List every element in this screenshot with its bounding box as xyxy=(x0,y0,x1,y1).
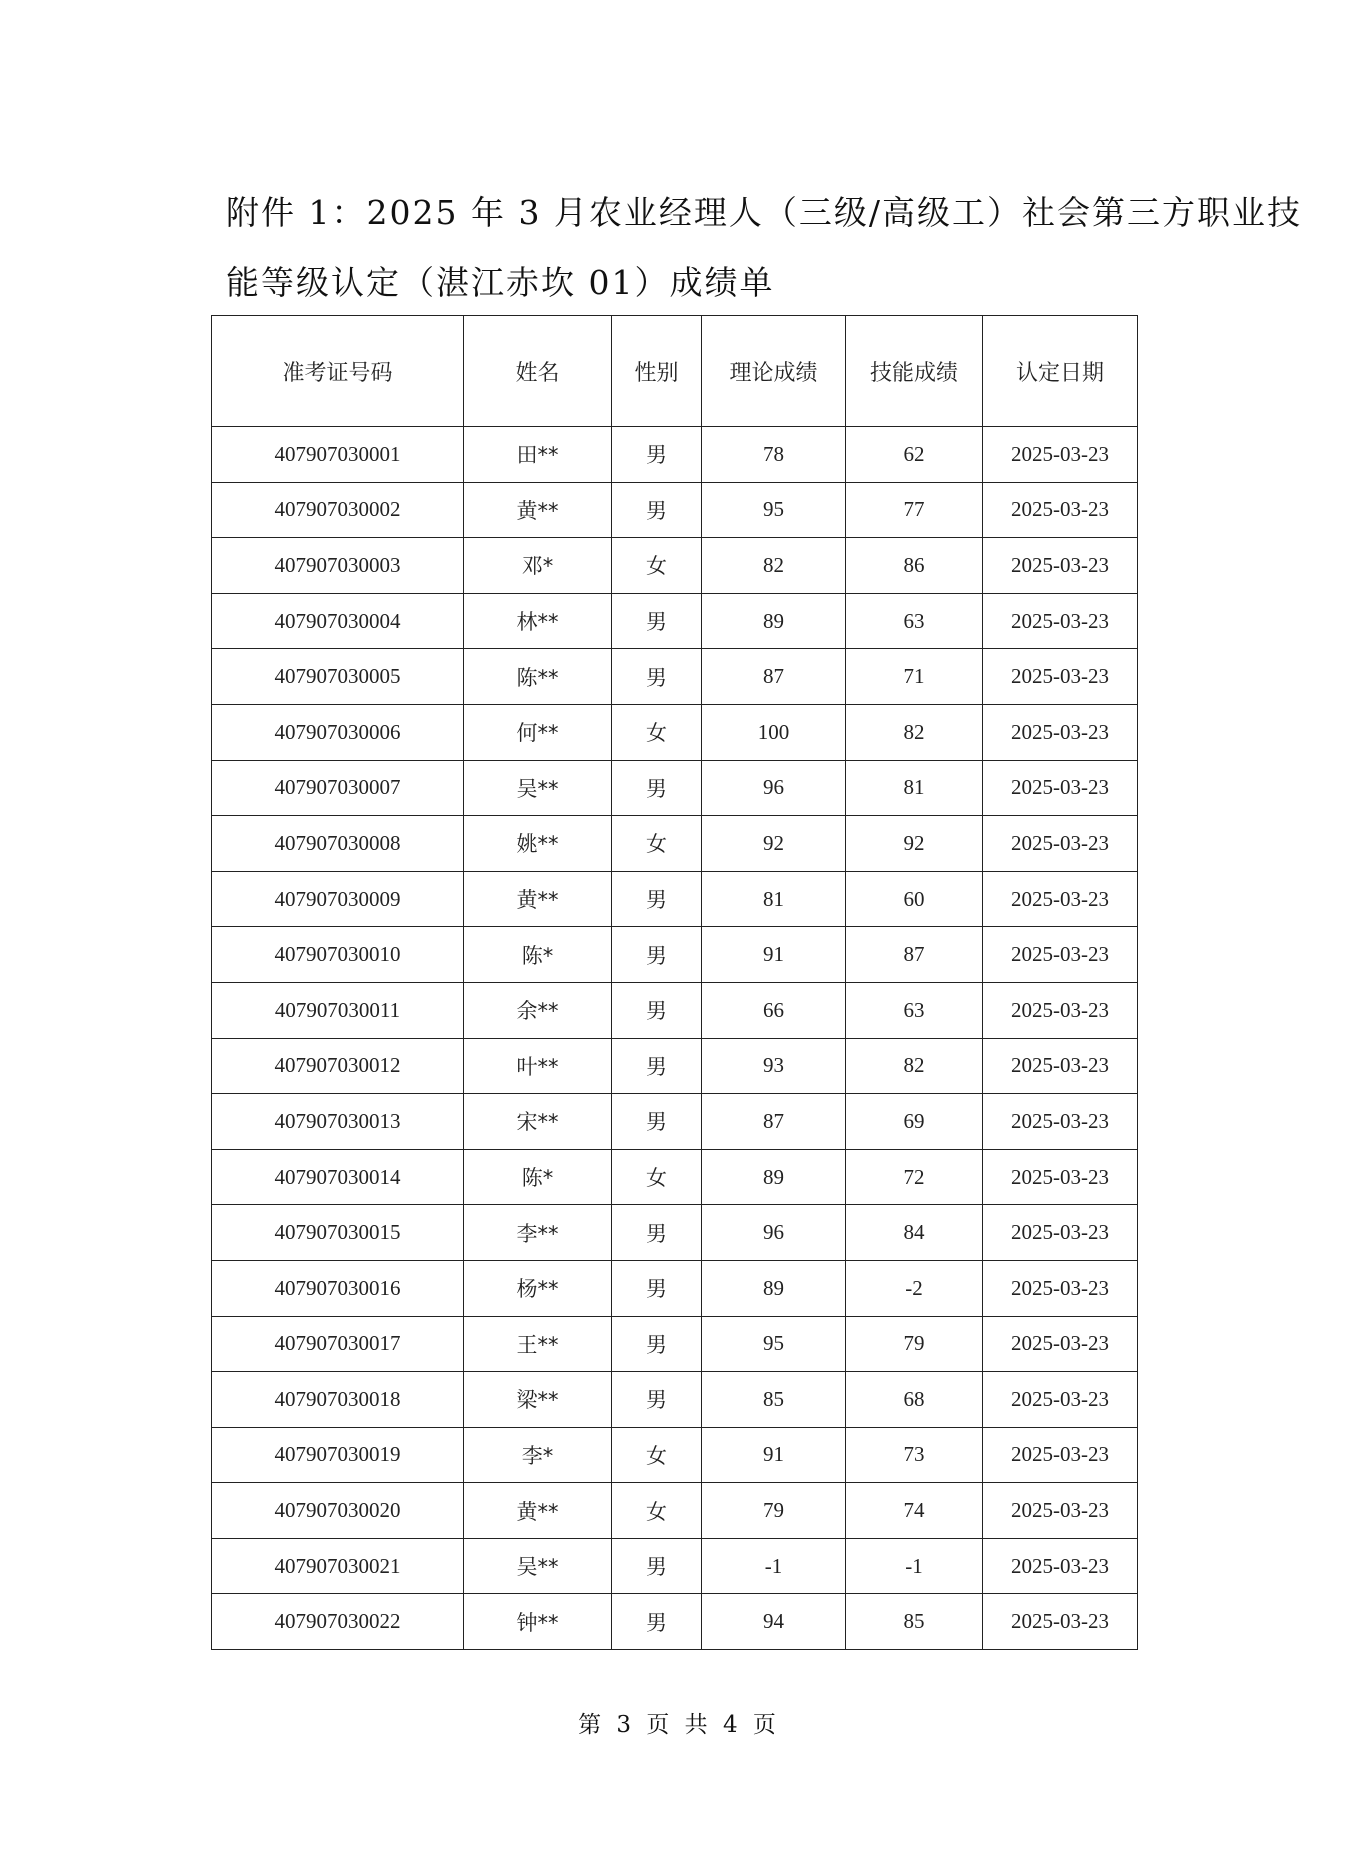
cell-name: 姚** xyxy=(464,816,612,872)
cell-theory-score: 91 xyxy=(702,1427,846,1483)
cell-gender: 男 xyxy=(612,482,702,538)
cell-certification-date: 2025-03-23 xyxy=(983,704,1138,760)
table-row xyxy=(212,760,1138,816)
header-exam-number: 准考证号码 xyxy=(212,316,464,427)
cell-certification-date: 2025-03-23 xyxy=(983,982,1138,1038)
cell-gender: 男 xyxy=(612,1316,702,1372)
cell-theory-score: 87 xyxy=(702,1094,846,1150)
table-row xyxy=(212,927,1138,983)
table-row xyxy=(212,1149,1138,1205)
cell-skill-score: 71 xyxy=(846,649,983,705)
cell-theory-score: 66 xyxy=(702,982,846,1038)
cell-certification-date: 2025-03-23 xyxy=(983,482,1138,538)
cell-gender: 男 xyxy=(612,1260,702,1316)
cell-theory-score: 89 xyxy=(702,1149,846,1205)
header-name: 姓名 xyxy=(464,316,612,427)
cell-gender: 男 xyxy=(612,871,702,927)
cell-exam-number: 407907030017 xyxy=(212,1316,464,1372)
cell-exam-number: 407907030022 xyxy=(212,1594,464,1650)
cell-certification-date: 2025-03-23 xyxy=(983,1483,1138,1539)
cell-certification-date: 2025-03-23 xyxy=(983,816,1138,872)
cell-exam-number: 407907030011 xyxy=(212,982,464,1038)
cell-gender: 男 xyxy=(612,1094,702,1150)
cell-name: 余** xyxy=(464,982,612,1038)
table-row xyxy=(212,538,1138,594)
cell-name: 吴** xyxy=(464,760,612,816)
cell-gender: 男 xyxy=(612,982,702,1038)
cell-gender: 男 xyxy=(612,593,702,649)
cell-skill-score: 87 xyxy=(846,927,983,983)
cell-certification-date: 2025-03-23 xyxy=(983,1260,1138,1316)
cell-certification-date: 2025-03-23 xyxy=(983,1038,1138,1094)
cell-gender: 男 xyxy=(612,649,702,705)
cell-gender: 男 xyxy=(612,1205,702,1261)
cell-skill-score: 86 xyxy=(846,538,983,594)
cell-skill-score: 82 xyxy=(846,704,983,760)
cell-theory-score: 82 xyxy=(702,538,846,594)
cell-theory-score: 93 xyxy=(702,1038,846,1094)
cell-theory-score: 92 xyxy=(702,816,846,872)
table-row xyxy=(212,871,1138,927)
header-skill-score: 技能成绩 xyxy=(846,316,983,427)
cell-certification-date: 2025-03-23 xyxy=(983,1594,1138,1650)
table-row xyxy=(212,1372,1138,1428)
cell-theory-score: 81 xyxy=(702,871,846,927)
header-theory-score: 理论成绩 xyxy=(702,316,846,427)
cell-certification-date: 2025-03-23 xyxy=(983,1094,1138,1150)
cell-theory-score: 95 xyxy=(702,1316,846,1372)
cell-name: 宋** xyxy=(464,1094,612,1150)
cell-gender: 男 xyxy=(612,760,702,816)
cell-theory-score: 87 xyxy=(702,649,846,705)
cell-certification-date: 2025-03-23 xyxy=(983,538,1138,594)
header-certification-date: 认定日期 xyxy=(983,316,1138,427)
title-line-1: 附件 1：2025 年 3 月农业经理人（三级/高级工）社会第三方职业技 xyxy=(226,193,1303,232)
cell-name: 李* xyxy=(464,1427,612,1483)
cell-gender: 男 xyxy=(612,1538,702,1594)
cell-theory-score: 89 xyxy=(702,593,846,649)
cell-skill-score: 62 xyxy=(846,427,983,483)
table-row xyxy=(212,1205,1138,1261)
cell-certification-date: 2025-03-23 xyxy=(983,1372,1138,1428)
cell-skill-score: -1 xyxy=(846,1538,983,1594)
table-row xyxy=(212,1260,1138,1316)
cell-name: 陈* xyxy=(464,927,612,983)
score-table xyxy=(211,315,1138,1650)
cell-gender: 女 xyxy=(612,538,702,594)
cell-name: 邓* xyxy=(464,538,612,594)
table-row xyxy=(212,1594,1138,1650)
table-row xyxy=(212,704,1138,760)
table-row xyxy=(212,1094,1138,1150)
cell-gender: 男 xyxy=(612,1594,702,1650)
header-gender: 性别 xyxy=(612,316,702,427)
cell-theory-score: 91 xyxy=(702,927,846,983)
cell-name: 梁** xyxy=(464,1372,612,1428)
table-row xyxy=(212,593,1138,649)
cell-theory-score: -1 xyxy=(702,1538,846,1594)
cell-certification-date: 2025-03-23 xyxy=(983,871,1138,927)
cell-exam-number: 407907030016 xyxy=(212,1260,464,1316)
cell-certification-date: 2025-03-23 xyxy=(983,427,1138,483)
cell-theory-score: 78 xyxy=(702,427,846,483)
cell-gender: 女 xyxy=(612,1483,702,1539)
table-row xyxy=(212,1038,1138,1094)
cell-name: 吴** xyxy=(464,1538,612,1594)
cell-skill-score: 92 xyxy=(846,816,983,872)
cell-name: 叶** xyxy=(464,1038,612,1094)
table-row xyxy=(212,1316,1138,1372)
cell-gender: 女 xyxy=(612,704,702,760)
cell-theory-score: 79 xyxy=(702,1483,846,1539)
cell-exam-number: 407907030003 xyxy=(212,538,464,594)
document-title xyxy=(226,178,1303,318)
cell-exam-number: 407907030006 xyxy=(212,704,464,760)
cell-skill-score: 73 xyxy=(846,1427,983,1483)
cell-skill-score: 68 xyxy=(846,1372,983,1428)
cell-name: 李** xyxy=(464,1205,612,1261)
cell-exam-number: 407907030012 xyxy=(212,1038,464,1094)
cell-exam-number: 407907030013 xyxy=(212,1094,464,1150)
cell-skill-score: 77 xyxy=(846,482,983,538)
cell-theory-score: 100 xyxy=(702,704,846,760)
cell-skill-score: 72 xyxy=(846,1149,983,1205)
cell-name: 黄** xyxy=(464,1483,612,1539)
cell-skill-score: 79 xyxy=(846,1316,983,1372)
title-line-2: 能等级认定（湛江赤坎 01）成绩单 xyxy=(226,263,775,302)
cell-certification-date: 2025-03-23 xyxy=(983,593,1138,649)
cell-certification-date: 2025-03-23 xyxy=(983,1316,1138,1372)
cell-theory-score: 85 xyxy=(702,1372,846,1428)
table-body xyxy=(212,427,1138,1650)
page-number: 第 3 页 共 4 页 xyxy=(578,1712,780,1738)
table-row xyxy=(212,482,1138,538)
cell-exam-number: 407907030005 xyxy=(212,649,464,705)
cell-gender: 女 xyxy=(612,816,702,872)
table-row xyxy=(212,649,1138,705)
cell-gender: 男 xyxy=(612,427,702,483)
cell-gender: 男 xyxy=(612,1038,702,1094)
cell-name: 黄** xyxy=(464,482,612,538)
cell-exam-number: 407907030020 xyxy=(212,1483,464,1539)
cell-theory-score: 89 xyxy=(702,1260,846,1316)
cell-gender: 女 xyxy=(612,1149,702,1205)
cell-skill-score: 69 xyxy=(846,1094,983,1150)
table-row xyxy=(212,1483,1138,1539)
cell-skill-score: 63 xyxy=(846,593,983,649)
cell-exam-number: 407907030010 xyxy=(212,927,464,983)
cell-exam-number: 407907030019 xyxy=(212,1427,464,1483)
table-row xyxy=(212,427,1138,483)
cell-skill-score: 82 xyxy=(846,1038,983,1094)
table-row xyxy=(212,982,1138,1038)
cell-name: 何** xyxy=(464,704,612,760)
cell-exam-number: 407907030007 xyxy=(212,760,464,816)
table-row xyxy=(212,1427,1138,1483)
cell-name: 田** xyxy=(464,427,612,483)
cell-certification-date: 2025-03-23 xyxy=(983,1149,1138,1205)
cell-name: 林** xyxy=(464,593,612,649)
cell-name: 陈** xyxy=(464,649,612,705)
cell-certification-date: 2025-03-23 xyxy=(983,1427,1138,1483)
cell-theory-score: 96 xyxy=(702,1205,846,1261)
cell-certification-date: 2025-03-23 xyxy=(983,649,1138,705)
cell-exam-number: 407907030008 xyxy=(212,816,464,872)
table-row xyxy=(212,816,1138,872)
cell-certification-date: 2025-03-23 xyxy=(983,1538,1138,1594)
cell-skill-score: 74 xyxy=(846,1483,983,1539)
cell-skill-score: 81 xyxy=(846,760,983,816)
cell-skill-score: 85 xyxy=(846,1594,983,1650)
cell-exam-number: 407907030014 xyxy=(212,1149,464,1205)
cell-skill-score: 63 xyxy=(846,982,983,1038)
cell-certification-date: 2025-03-23 xyxy=(983,927,1138,983)
cell-gender: 男 xyxy=(612,1372,702,1428)
table-header-row xyxy=(212,316,1138,427)
cell-gender: 女 xyxy=(612,1427,702,1483)
cell-gender: 男 xyxy=(612,927,702,983)
cell-exam-number: 407907030001 xyxy=(212,427,464,483)
cell-certification-date: 2025-03-23 xyxy=(983,760,1138,816)
cell-theory-score: 94 xyxy=(702,1594,846,1650)
table-row xyxy=(212,1538,1138,1594)
cell-certification-date: 2025-03-23 xyxy=(983,1205,1138,1261)
cell-skill-score: -2 xyxy=(846,1260,983,1316)
cell-skill-score: 84 xyxy=(846,1205,983,1261)
cell-theory-score: 95 xyxy=(702,482,846,538)
cell-theory-score: 96 xyxy=(702,760,846,816)
cell-exam-number: 407907030004 xyxy=(212,593,464,649)
cell-name: 王** xyxy=(464,1316,612,1372)
cell-skill-score: 60 xyxy=(846,871,983,927)
cell-name: 钟** xyxy=(464,1594,612,1650)
cell-exam-number: 407907030021 xyxy=(212,1538,464,1594)
cell-name: 陈* xyxy=(464,1149,612,1205)
cell-exam-number: 407907030018 xyxy=(212,1372,464,1428)
cell-exam-number: 407907030015 xyxy=(212,1205,464,1261)
cell-name: 杨** xyxy=(464,1260,612,1316)
cell-exam-number: 407907030002 xyxy=(212,482,464,538)
cell-name: 黄** xyxy=(464,871,612,927)
cell-exam-number: 407907030009 xyxy=(212,871,464,927)
